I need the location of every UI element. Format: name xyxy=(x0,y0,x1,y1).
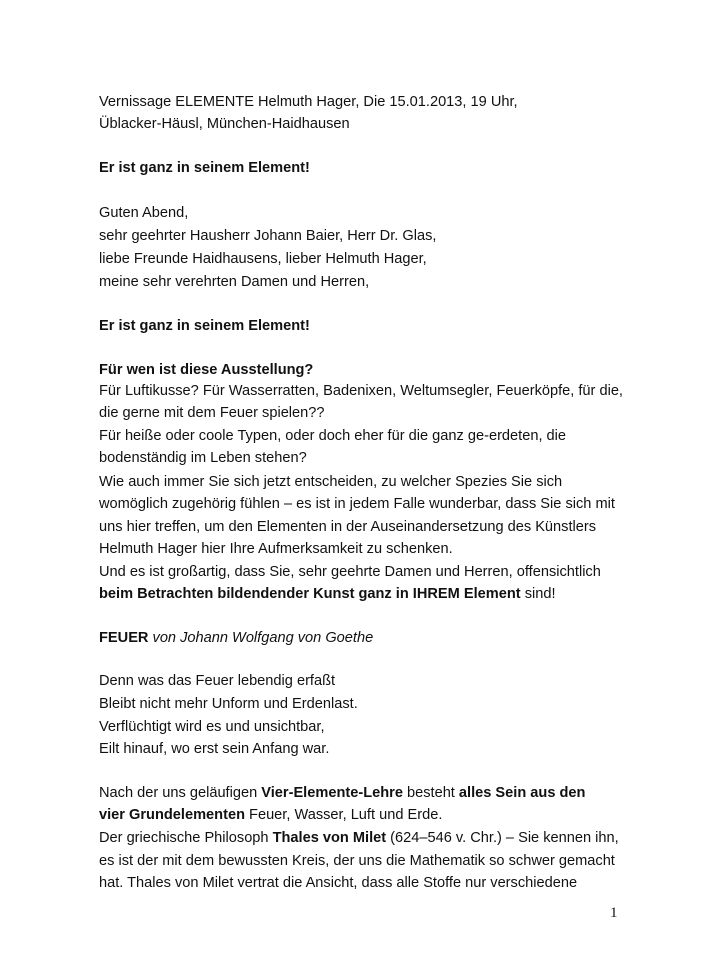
body-line-emphasis xyxy=(99,584,556,604)
section-title-audience: Für wen ist diese Ausstellung? xyxy=(99,362,314,378)
header-line-1: Vernissage ELEMENTE Helmuth Hager, Die 15.01.2013, 19 Uhr, xyxy=(99,94,518,110)
body-line: Für Luftikusse? Für Wasserratten, Badenixen, Weltumsegler, Feuerköpfe, für die, xyxy=(99,383,623,399)
poem-title: FEUER xyxy=(99,630,149,646)
body-line: womöglich zugehörig fühlen – es ist in jedem Falle wunderbar, dass Sie sich mit xyxy=(99,496,615,512)
body-line: die gerne mit dem Feuer spielen?? xyxy=(99,405,325,421)
heading-element-1: Er ist ganz in seinem Element! xyxy=(99,160,310,176)
emphasis-text: vier Grundelementen xyxy=(99,807,245,823)
greeting-line-4: meine sehr verehrten Damen und Herren, xyxy=(99,274,370,290)
body-line: Wie auch immer Sie sich jetzt entscheiden, zu welcher Spezies Sie sich xyxy=(99,474,563,490)
body-text: Feuer, Wasser, Luft und Erde. xyxy=(244,807,443,823)
body-line xyxy=(99,783,585,803)
emphasis-text: alles Sein aus den xyxy=(458,785,586,801)
body-line: Und es ist großartig, dass Sie, sehr geehrte Damen und Herren, offensichtlich xyxy=(99,564,601,580)
body-line: Für heiße oder coole Typen, oder doch eher für die ganz ge-erdeten, die xyxy=(99,428,567,444)
body-line: Helmuth Hager hier Ihre Aufmerksamkeit zu schenken. xyxy=(99,541,453,557)
header-line-2: Üblacker-Häusl, München-Haidhausen xyxy=(99,116,350,132)
body-text: sind! xyxy=(520,586,556,602)
poem-line: Verflüchtigt wird es und unsichtbar, xyxy=(99,719,325,735)
heading-element-2: Er ist ganz in seinem Element! xyxy=(99,318,310,334)
poem-line: Denn was das Feuer lebendig erfaßt xyxy=(99,673,336,689)
body-line: bodenständig im Leben stehen? xyxy=(99,450,307,466)
poem-line: Bleibt nicht mehr Unform und Erdenlast. xyxy=(99,696,358,712)
greeting-line-2: sehr geehrter Hausherr Johann Baier, Herr Dr. Glas, xyxy=(99,228,437,244)
page-number: 1 xyxy=(610,905,618,921)
body-line xyxy=(99,828,619,848)
body-text: Der griechische Philosoph xyxy=(99,830,273,846)
body-text: besteht xyxy=(402,785,459,801)
body-line xyxy=(99,805,442,825)
body-line: es ist der mit dem bewussten Kreis, der uns die Mathematik so schwer gemacht xyxy=(99,853,615,869)
emphasis-text: beim Betrachten bildendender Kunst ganz in IHREM Element xyxy=(99,586,521,602)
body-line: uns hier treffen, um den Elementen in der Auseinandersetzung des Künstlers xyxy=(99,519,597,535)
poem-heading xyxy=(99,628,373,648)
body-text: Nach der uns geläufigen xyxy=(99,785,262,801)
greeting-line-3: liebe Freunde Haidhausens, lieber Helmuth Hager, xyxy=(99,251,427,267)
body-text: (624–546 v. Chr.) – Sie kennen ihn, xyxy=(386,830,619,846)
emphasis-text: Vier-Elemente-Lehre xyxy=(261,785,403,801)
poem-author: von Johann Wolfgang von Goethe xyxy=(148,630,374,646)
poem-line: Eilt hinauf, wo erst sein Anfang war. xyxy=(99,741,330,757)
greeting-line-1: Guten Abend, xyxy=(99,205,189,221)
body-line: hat. Thales von Milet vertrat die Ansicht, dass alle Stoffe nur verschiedene xyxy=(99,875,578,891)
emphasis-text: Thales von Milet xyxy=(272,830,387,846)
